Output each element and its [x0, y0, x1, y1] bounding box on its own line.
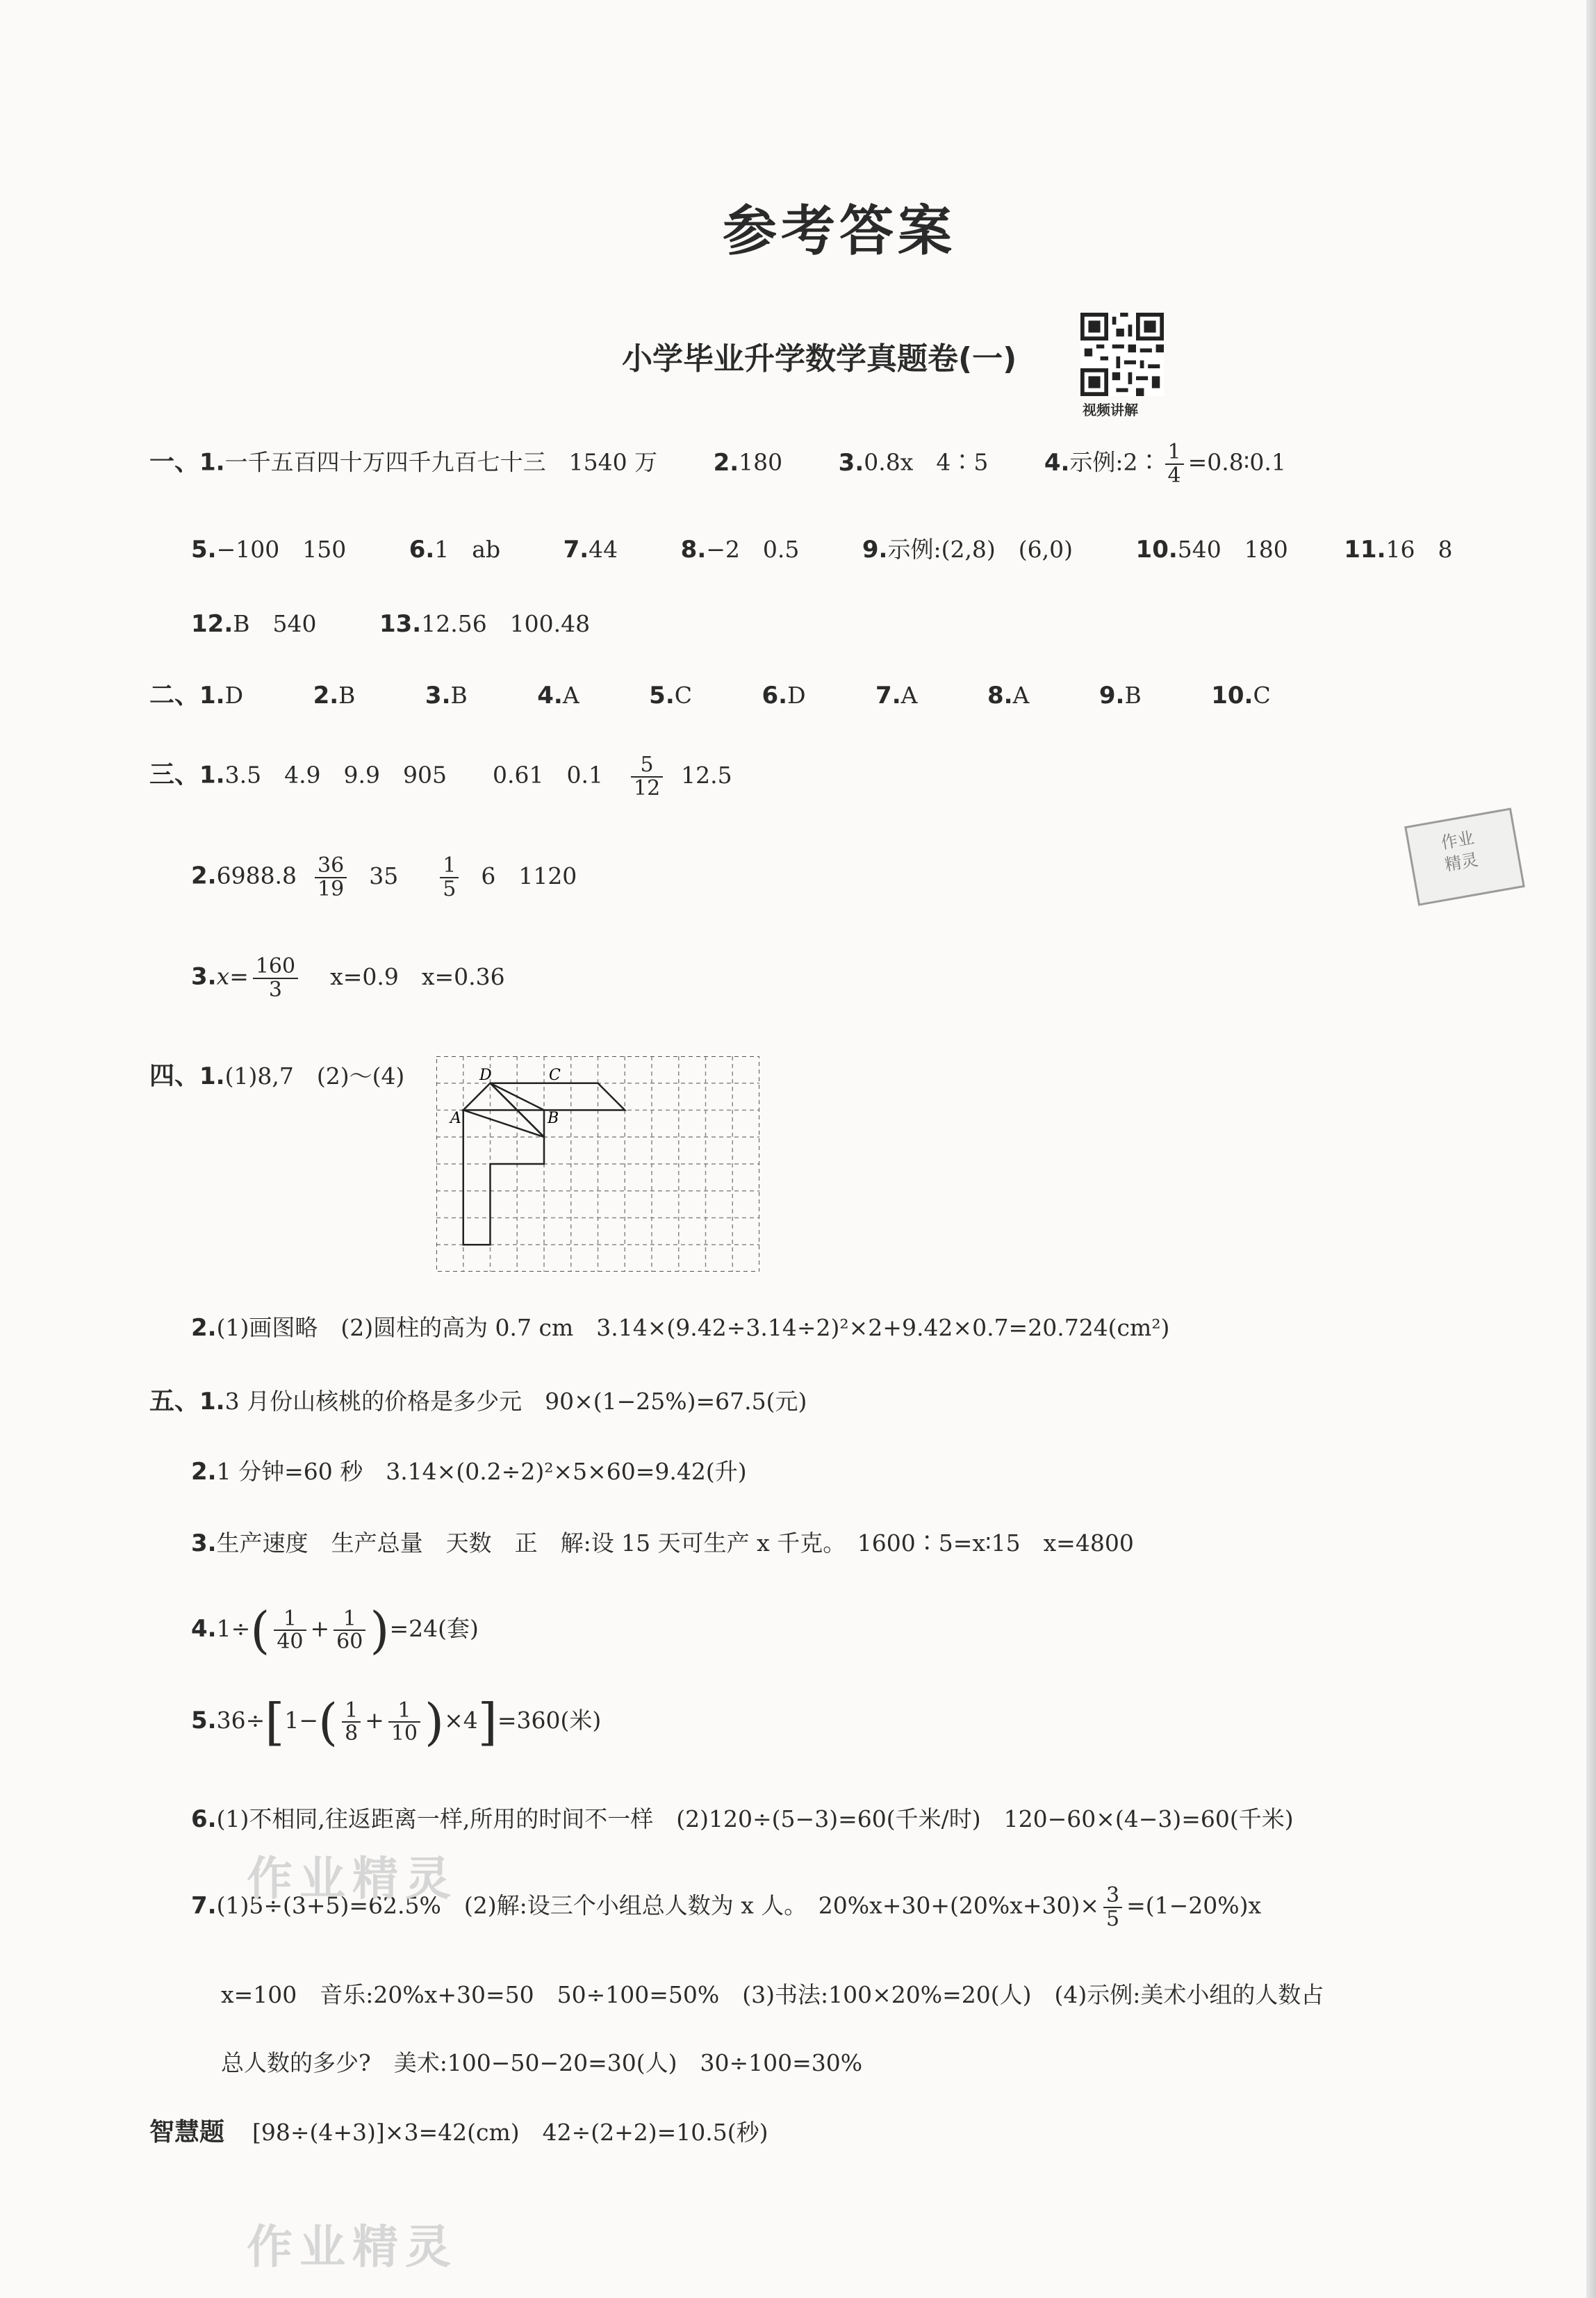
section-label: 四、 [149, 1062, 200, 1090]
section-5-line-1: 五、1.3 月份山核桃的价格是多少元 90×(1−25%)=67.5(元) [149, 1387, 807, 1415]
section-label: 二、 [149, 681, 200, 709]
translated-shape [463, 1083, 544, 1138]
reflected-shape [463, 1110, 544, 1245]
section-label: 智慧题 [149, 2118, 225, 2147]
grid-svg [436, 1056, 759, 1272]
exam-subtitle: 小学毕业升学数学真题卷(一) [622, 341, 1017, 377]
grid-figure [436, 1056, 759, 1274]
page-edge [1586, 0, 1596, 2298]
trapezoid-shape [491, 1083, 625, 1110]
bonus-question-line: 智慧题 [98÷(4+3)]×3=42(cm) 42÷(2+2)=10.5(秒) [149, 2118, 768, 2147]
watermark: 作业精灵 [247, 2220, 458, 2274]
section-5-line-5: 5.36÷[1−( $\frac{1}{8}$ + $\frac{1}{10}$ )×4]=360(米) [191, 1693, 602, 1751]
section-1-line-1: 一、1.一千五百四十万四千九百七十三 1540 万 2.180 3.0.8x 4∶5 4.示例:2∶ $\frac{1}{4}$ =0.8∶0.1 [149, 440, 1286, 488]
section-3-line-3: 3.x= $\frac{160}{3}$ x=0.9 x=0.36 [191, 954, 505, 1002]
section-label: 五、 [149, 1387, 200, 1415]
section-5-line-7c: 总人数的多少? 美术:100−50−20=30(人) 30÷100=30% [221, 2049, 863, 2076]
section-label: 三、 [149, 760, 200, 789]
point-label-c: C [549, 1067, 561, 1084]
watermark: 作业精灵 [247, 1852, 458, 1905]
section-4-line-1: 四、1.(1)8,7 (2)～(4) [149, 1062, 405, 1090]
section-5-line-7: 7.(1)5÷(3+5)=62.5% (2)解:设三个小组总人数为 x 人。 20%x+30+(20%x+30)× $\frac{3}{5}$ =(1−20%)x [191, 1883, 1262, 1931]
section-3-line-1: 三、1.3.5 4.9 9.9 905 0.61 0.1 $\frac{5}{12}$ 12.5 [149, 753, 732, 801]
section-3-line-2: 2.6988.8 $\frac{36}{19}$ 35 $\frac{1}{5}$ 6 1120 [191, 853, 577, 901]
fraction: $\frac{1}{4}$ [1165, 441, 1184, 486]
section-5-line-7b: x=100 音乐:20%x+30=50 50÷100=50% (3)书法:100×20%=20(人) (4)示例:美术小组的人数占 [221, 1981, 1324, 2008]
section-5-line-4: 4.1÷( $\frac{1}{40}$ + $\frac{1}{60}$ )=24(套) [191, 1601, 479, 1659]
point-label-b: B [548, 1110, 559, 1127]
qr-code-icon[interactable] [1080, 313, 1164, 396]
point-label-a: A [450, 1110, 461, 1127]
page-title: 参考答案 [723, 200, 957, 263]
section-1-line-3: 12.B 540 13.12.56 100.48 [191, 610, 591, 638]
qr-label: 视频讲解 [1083, 402, 1138, 418]
section-5-line-3: 3.生产速度 生产总量 天数 正 解:设 15 天可生产 x 千克。 1600∶5=x∶15 x=4800 [191, 1529, 1134, 1557]
section-5-line-2: 2.1 分钟=60 秒 3.14×(0.2÷2)²×5×60=9.42(升) [191, 1458, 747, 1486]
section-label: 一、 [149, 448, 200, 477]
section-2-line: 二、1.D 2.B 3.B 4.A 5.C 6.D 7.A 8.A 9.B 10.C [149, 681, 1271, 709]
section-4-line-2: 2.(1)画图略 (2)圆柱的高为 0.7 cm 3.14×(9.42÷3.14÷2)²×2+9.42×0.7=20.724(cm²) [191, 1314, 1170, 1342]
point-label-d: D [479, 1067, 492, 1084]
stamp-logo: 作业 精灵 [1404, 807, 1525, 905]
section-5-line-6: 6.(1)不相同,往返距离一样,所用的时间不一样 (2)120÷(5−3)=60(千米/时) 120−60×(4−3)=60(千米) [191, 1805, 1294, 1833]
section-1-line-2: 5.−100 150 6.1 ab 7.44 8.−2 0.5 9.示例:(2,8) (6,0) 10.540 180 11.16 8 [191, 536, 1453, 564]
